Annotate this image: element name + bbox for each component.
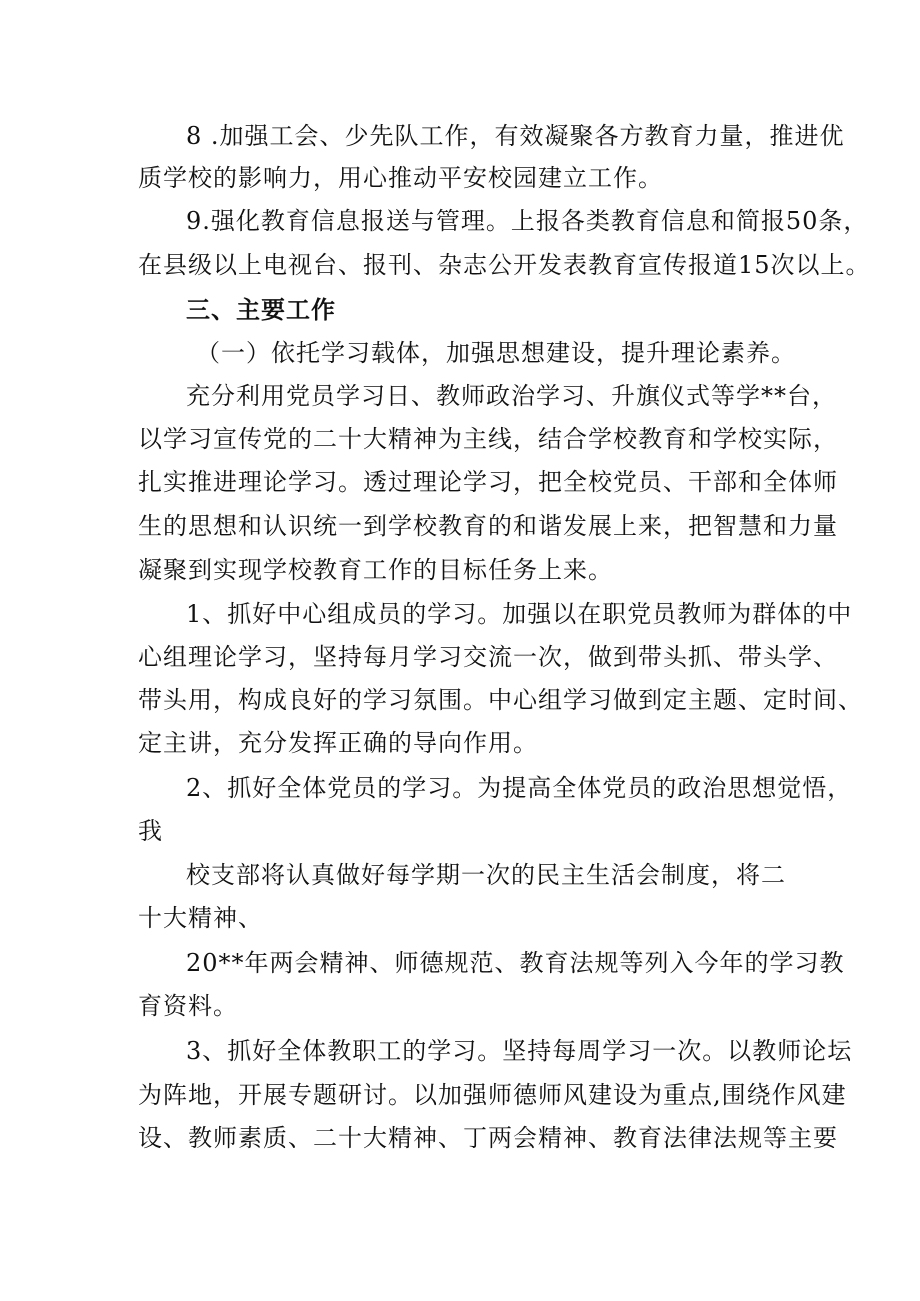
text-line: 带头用，构成良好的学习氛围。中心组学习做到定主题、定时间、 xyxy=(138,686,863,714)
subsection-heading: （一）依托学习载体，加强思想建设，提升理论素养。 xyxy=(196,339,796,367)
text-line: 设、教师素质、二十大精神、丁两会精神、教育法律法规等主要 xyxy=(138,1124,838,1152)
text-line: 2、抓好全体党员的学习。为提高全体党员的政治思想觉悟， xyxy=(186,774,853,802)
text-line: 在县级以上电视台、报刊、杂志公开发表教育宣传报道15次以上。 xyxy=(138,251,871,279)
text-line: 8 .加强工会、少先队工作，有效凝聚各方教育力量，推进优 xyxy=(186,122,845,150)
text-line: 育资料。 xyxy=(138,992,238,1020)
text-line: 质学校的影响力，用心推动平安校园建立工作。 xyxy=(138,164,663,192)
text-line: 校支部将认真做好每学期一次的民主生活会制度，将二 xyxy=(186,861,786,889)
section-heading: 三、主要工作 xyxy=(186,295,336,324)
text-line: 3、抓好全体教职工的学习。坚持每周学习一次。以教师论坛 xyxy=(186,1037,853,1065)
text-line: 扎实推进理论学习。透过理论学习，把全校党员、干部和全体师 xyxy=(138,468,838,496)
text-line: 定主讲，充分发挥正确的导向作用。 xyxy=(138,729,538,757)
text-line: 为阵地，开展专题研讨。以加强师德师风建设为重点,围绕作风建 xyxy=(138,1081,847,1109)
text-line: 充分利用党员学习日、教师政治学习、升旗仪式等学**台， xyxy=(186,382,837,410)
text-line: 凝聚到实现学校教育工作的目标任务上来。 xyxy=(138,556,613,584)
text-line: 9.强化教育信息报送与管理。上报各类教育信息和简报50条， xyxy=(186,207,869,235)
text-line: 生的思想和认识统一到学校教育的和谐发展上来，把智慧和力量 xyxy=(138,512,838,540)
text-line: 以学习宣传党的二十大精神为主线，结合学校教育和学校实际， xyxy=(138,425,838,453)
text-line: 1、抓好中心组成员的学习。加强以在职党员教师为群体的中 xyxy=(186,600,853,628)
text-line: 十大精神、 xyxy=(138,904,263,932)
text-line: 心组理论学习，坚持每月学习交流一次，做到带头抓、带头学、 xyxy=(138,643,838,671)
text-line: 我 xyxy=(138,817,163,845)
text-line: 20**年两会精神、师德规范、教育法规等列入今年的学习教 xyxy=(186,949,845,977)
